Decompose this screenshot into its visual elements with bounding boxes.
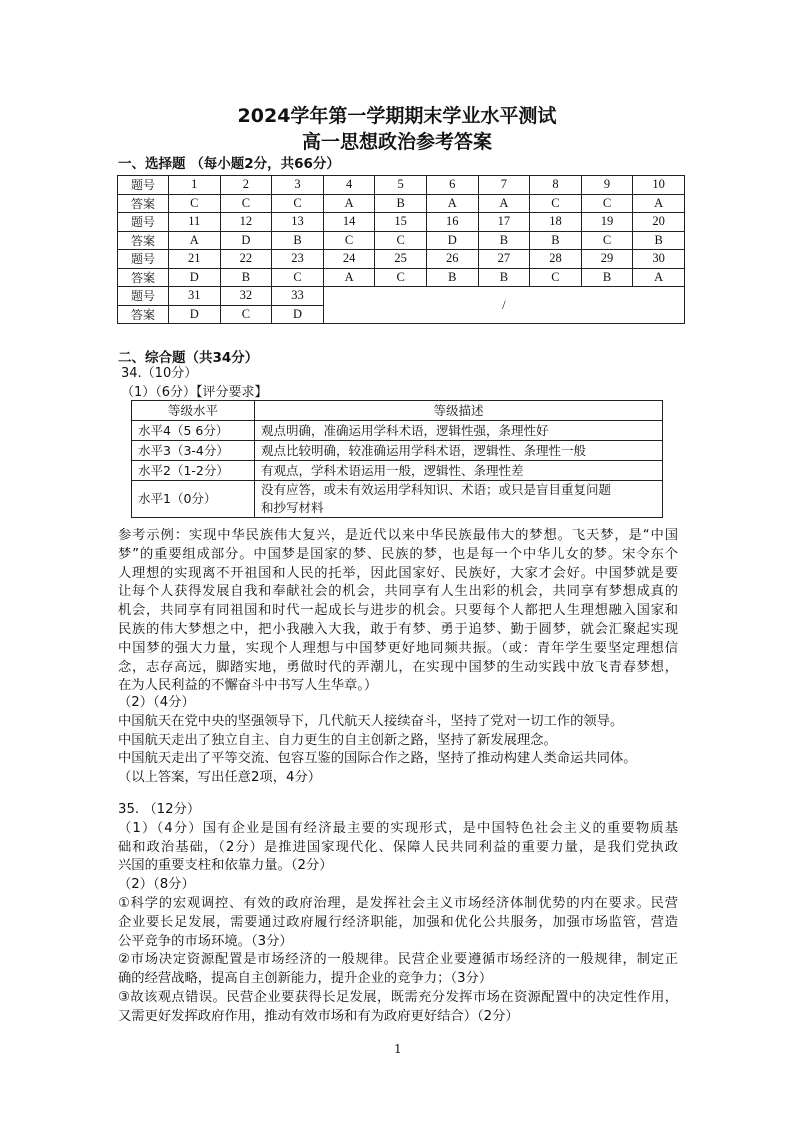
question-number-cell: 32 bbox=[220, 287, 272, 306]
text-line: 中国航天在党中央的坚强领导下，几代航天人接续奋斗，坚持了党对一切工作的领导。 bbox=[118, 713, 624, 729]
rubric-header-row bbox=[132, 401, 663, 421]
text-line: 让每个人获得发展自我和奉献社会的机会，共同享有人生出彩的机会，共同享有梦想成真的 bbox=[118, 584, 678, 600]
row-label: 答案 bbox=[118, 194, 169, 213]
answer-cell: C bbox=[220, 305, 272, 324]
row-label: 题号 bbox=[118, 287, 169, 306]
answer-cell: A bbox=[426, 194, 478, 213]
question-number-cell: 5 bbox=[375, 176, 427, 195]
answer-cell: C bbox=[375, 231, 427, 250]
rubric-desc bbox=[255, 441, 663, 461]
text-line: 中国梦的强大力量，实现个人理想与中国梦更好地同频共振。（或：青年学生要坚定理想信 bbox=[118, 640, 678, 656]
row-label: 题号 bbox=[118, 250, 169, 269]
answer-cell: A bbox=[323, 194, 375, 213]
q35-label: 35. （12分） bbox=[118, 802, 201, 817]
q34-part2-label: （2）（4分） bbox=[118, 695, 195, 710]
page-number: 1 bbox=[394, 1042, 402, 1056]
answer-cell: C bbox=[272, 194, 324, 213]
answer-cell: B bbox=[633, 231, 685, 250]
rubric-desc-line: 观点比较明确，较准确运用学科术语，逻辑性、条理性一般 bbox=[261, 442, 587, 458]
q34-part1-label: （1）（6分）【评分要求】 bbox=[121, 385, 268, 400]
question-number-cell: 31 bbox=[169, 287, 221, 306]
question-number-row bbox=[118, 250, 685, 269]
row-label: 题号 bbox=[118, 176, 169, 195]
rubric-row bbox=[132, 461, 663, 481]
question-number-cell: 28 bbox=[530, 250, 582, 269]
question-number-cell: 1 bbox=[169, 176, 221, 195]
text-line: 确的经营战略，提高自主创新能力，提升企业的竞争力；（3分） bbox=[118, 971, 493, 987]
question-number-cell: 23 bbox=[272, 250, 324, 269]
answer-table bbox=[117, 175, 685, 324]
question-number-row bbox=[118, 176, 685, 195]
text-line: 人理想的实现离不开祖国和人民的托举，因此国家好、民族好，大家才会好。中国梦就是要 bbox=[118, 565, 678, 581]
question-number-cell: 4 bbox=[323, 176, 375, 195]
rubric-desc-line: 观点明确，准确运用学科术语，逻辑性强，条理性好 bbox=[261, 422, 549, 438]
rubric-desc-line: 有观点，学科术语运用一般，逻辑性、条理性差 bbox=[261, 462, 524, 478]
q35-part2-label: （2）（8分） bbox=[118, 877, 195, 893]
question-number-cell: 18 bbox=[530, 213, 582, 232]
rubric-table bbox=[131, 400, 663, 518]
question-number-cell: 29 bbox=[581, 250, 633, 269]
question-number-cell: 14 bbox=[323, 213, 375, 232]
answer-cell: B bbox=[478, 231, 530, 250]
answer-cell: D bbox=[426, 231, 478, 250]
answer-cell: C bbox=[323, 231, 375, 250]
answer-cell: D bbox=[169, 268, 221, 287]
q34-example bbox=[118, 527, 678, 696]
question-number-cell: 16 bbox=[426, 213, 478, 232]
text-line: 民族的伟大梦想之中，把小我融入大我，敢于有梦、勇于追梦、勤于圆梦，就会汇聚起实现 bbox=[118, 621, 678, 637]
question-number-cell: 10 bbox=[633, 176, 685, 195]
rubric-header: 等级描述 bbox=[255, 401, 663, 421]
row-label: 答案 bbox=[118, 231, 169, 250]
answer-cell: A bbox=[323, 268, 375, 287]
doc-title: 2024学年第一学期期末学业水平测试 bbox=[237, 105, 557, 127]
section2-heading: 二、综合题（共34分） bbox=[118, 350, 259, 366]
row-label: 答案 bbox=[118, 268, 169, 287]
answer-cell: C bbox=[530, 268, 582, 287]
doc-subtitle: 高一思想政治参考答案 bbox=[301, 131, 492, 153]
question-number-cell: 26 bbox=[426, 250, 478, 269]
answer-cell: C bbox=[530, 194, 582, 213]
blank-cell: / bbox=[323, 287, 684, 324]
row-label: 题号 bbox=[118, 213, 169, 232]
rubric-level: 水平3（3-4分） bbox=[132, 441, 255, 461]
question-number-cell: 25 bbox=[375, 250, 427, 269]
text-line: ①科学的宏观调控、有效的政府治理，是发挥社会主义市场经济体制优势的内在要求。民营 bbox=[118, 895, 678, 911]
answer-cell: D bbox=[169, 305, 221, 324]
row-label: 答案 bbox=[118, 305, 169, 324]
text-line: 又需更好发挥政府作用，推动有效市场和有为政府更好结合）（2分） bbox=[118, 1008, 519, 1024]
question-number-cell: 11 bbox=[169, 213, 221, 232]
rubric-desc bbox=[255, 421, 663, 441]
question-number-cell: 33 bbox=[272, 287, 324, 306]
rubric-desc bbox=[255, 461, 663, 481]
question-number-cell: 6 bbox=[426, 176, 478, 195]
q34-part2 bbox=[118, 694, 678, 788]
rubric-desc-line: 和抄写材料 bbox=[261, 500, 324, 515]
text-line: 兴国的重要支柱和依靠力量。（2分） bbox=[118, 858, 333, 874]
question-number-cell: 7 bbox=[478, 176, 530, 195]
rubric-header: 等级水平 bbox=[132, 401, 255, 421]
answer-cell: C bbox=[581, 231, 633, 250]
rubric-level: 水平1（0分） bbox=[132, 481, 255, 518]
text-line: 念，志存高远，脚踏实地，勇做时代的弄潮儿，在实现中国梦的生动实践中放飞青春梦想， bbox=[118, 659, 678, 675]
q34-label: 34.（10分） bbox=[121, 366, 198, 381]
question-number-row bbox=[118, 287, 685, 306]
text-line: （以上答案，写出任意2项，4分） bbox=[118, 770, 322, 786]
rubric-level: 水平4（5 6分） bbox=[132, 421, 255, 441]
text-line: 参考示例：实现中华民族伟大复兴，是近代以来中华民族最伟大的梦想。飞天梦，是“中国 bbox=[118, 528, 678, 543]
question-number-cell: 21 bbox=[169, 250, 221, 269]
answer-cell: A bbox=[478, 194, 530, 213]
text-line: 中国航天走出了平等交流、包容互鉴的国际合作之路，坚持了推动构建人类命运共同体。 bbox=[118, 751, 637, 767]
answer-cell: B bbox=[272, 231, 324, 250]
text-line: 梦”的重要组成部分。中国梦是国家的梦、民族的梦，也是每一个中华儿女的梦。宋令东个 bbox=[118, 546, 678, 562]
answer-cell: A bbox=[169, 231, 221, 250]
answer-cell: B bbox=[530, 231, 582, 250]
text-line: 中国航天走出了独立自主、自力更生的自主创新之路，坚持了新发展理念。 bbox=[118, 732, 557, 748]
rubric-desc bbox=[255, 481, 663, 518]
question-number-cell: 15 bbox=[375, 213, 427, 232]
answer-cell: B bbox=[375, 194, 427, 213]
rubric-desc-line: 没有应答，或未有效运用学科知识、术语；或只是盲目重复问题 bbox=[261, 482, 612, 497]
section1-heading: 一、选择题 （每小题2分，共66分） bbox=[118, 156, 340, 172]
answer-cell: B bbox=[426, 268, 478, 287]
answer-row bbox=[118, 194, 685, 213]
rubric-row bbox=[132, 481, 663, 518]
text-line: 公平竞争的市场环境。（3分） bbox=[118, 933, 293, 949]
answer-cell: A bbox=[633, 268, 685, 287]
question-number-row bbox=[118, 213, 685, 232]
text-line: （1）（4分）国有企业是国有经济最主要的实现形式，是中国特色社会主义的重要物质基 bbox=[118, 820, 678, 836]
text-line: 础和政治基础，（2分）是推进国家现代化、保障人民共同利益的重要力量，是我们党执政 bbox=[118, 839, 678, 855]
question-number-cell: 3 bbox=[272, 176, 324, 195]
question-number-cell: 20 bbox=[633, 213, 685, 232]
q35 bbox=[118, 801, 678, 1027]
question-number-cell: 12 bbox=[220, 213, 272, 232]
answer-cell: C bbox=[169, 194, 221, 213]
question-number-cell: 2 bbox=[220, 176, 272, 195]
text-line: 在为人民利益的不懈奋斗中书写人生华章。） bbox=[118, 678, 378, 694]
rubric-row bbox=[132, 441, 663, 461]
answer-cell: B bbox=[581, 268, 633, 287]
question-number-cell: 13 bbox=[272, 213, 324, 232]
answer-cell: C bbox=[375, 268, 427, 287]
answer-cell: D bbox=[272, 305, 324, 324]
question-number-cell: 19 bbox=[581, 213, 633, 232]
question-number-cell: 24 bbox=[323, 250, 375, 269]
answer-cell: B bbox=[220, 268, 272, 287]
answer-cell: C bbox=[272, 268, 324, 287]
question-number-cell: 8 bbox=[530, 176, 582, 195]
question-number-cell: 30 bbox=[633, 250, 685, 269]
text-line: ③故该观点错误。民营企业要获得长足发展，既需充分发挥市场在资源配置中的决定性作用， bbox=[118, 989, 678, 1005]
question-number-cell: 22 bbox=[220, 250, 272, 269]
answer-cell: C bbox=[581, 194, 633, 213]
rubric-level: 水平2（1-2分） bbox=[132, 461, 255, 481]
question-number-cell: 9 bbox=[581, 176, 633, 195]
question-number-cell: 17 bbox=[478, 213, 530, 232]
text-line: 机会，共同享有同祖国和时代一起成长与进步的机会。只要每个人都把人生理想融入国家和 bbox=[118, 603, 678, 619]
answer-cell: B bbox=[478, 268, 530, 287]
answer-row bbox=[118, 268, 685, 287]
answer-cell: A bbox=[633, 194, 685, 213]
q35-part1 bbox=[118, 820, 678, 876]
answer-cell: D bbox=[220, 231, 272, 250]
question-number-cell: 27 bbox=[478, 250, 530, 269]
answer-cell: C bbox=[220, 194, 272, 213]
text-line: 企业要长足发展，需要通过政府履行经济职能，加强和优化公共服务，加强市场监管，营造 bbox=[118, 914, 678, 930]
answer-row bbox=[118, 231, 685, 250]
rubric-row bbox=[132, 421, 663, 441]
text-line: ②市场决定资源配置是市场经济的一般规律。民营企业要遵循市场经济的一般规律，制定正 bbox=[118, 952, 678, 968]
